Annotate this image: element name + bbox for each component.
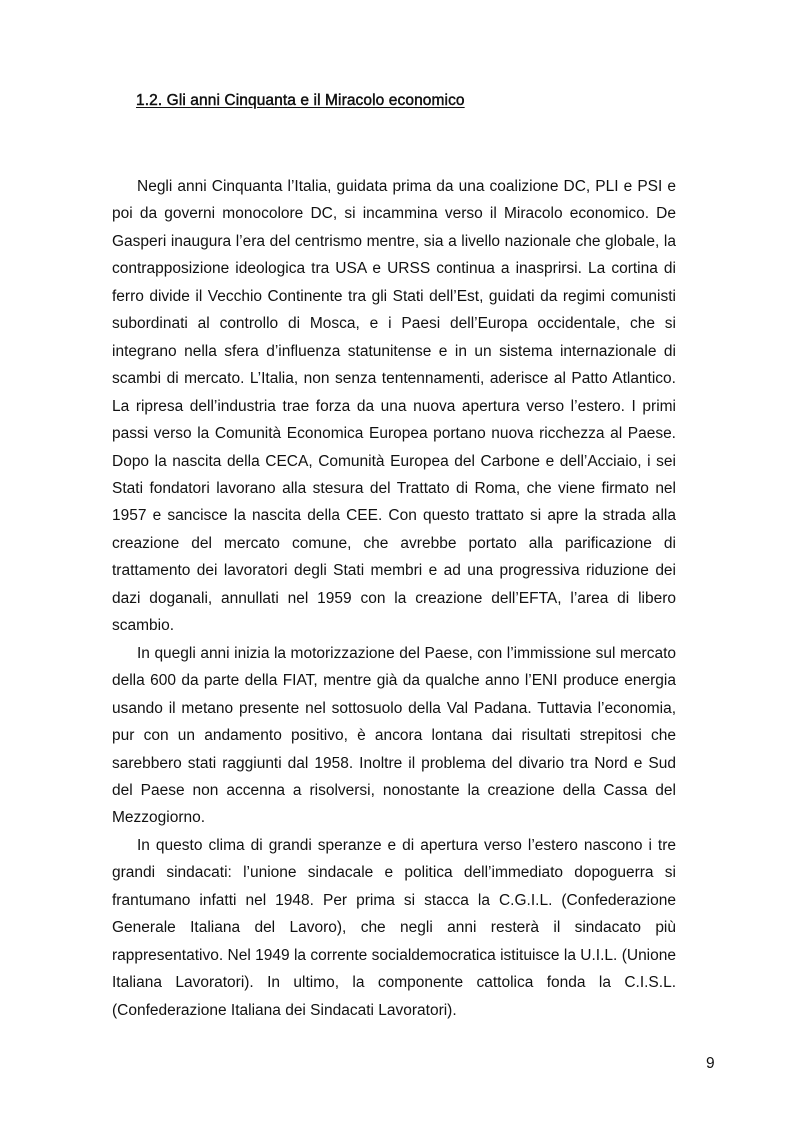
paragraph-1: Negli anni Cinquanta l’Italia, guidata prima da una coalizione DC, PLI e PSI e poi da governi monocolore DC, si incammina verso il Miracolo economico. De Gasperi inaugura l’era del centrismo mentre, sia a livello nazionale che globale, la contrapposizione ideologica tra USA e URSS continua a inasprirsi. La cortina di ferro divide il Vecchio Continente tra gli Stati dell’Est, guidati da regimi comunisti subordinati al controllo di Mosca, e i Paesi dell’Europa occidentale, che si integrano nella sfera d’influenza statunitense e in un sistema internazionale di scambi di mercato. L’Italia, non senza tentennamenti, aderisce al Patto Atlantico. La ripresa dell’industria trae forza da una nuova apertura verso l’estero. I primi passi verso la Comunità Economica Europea portano nuova ricchezza al Paese. Dopo la nascita della CECA, Comunità Europea del Carbone e dell’Acciaio, i sei Stati fondatori lavorano alla stesura del Trattato di Roma, che viene firmato nel 1957 e sancisce la nascita della CEE. Con questo trattato si apre la strada alla creazione del mercato comune, che avrebbe portato alla parificazione di trattamento dei lavoratori degli Stati membri e ad una progressiva riduzione dei dazi doganali, annullati nel 1959 con la creazione dell’EFTA, l’area di libero scambio.: [112, 178, 676, 635]
paragraph-3: In questo clima di grandi speranze e di apertura verso l’estero nascono i tre grandi sindacati: l’unione sindacale e politica dell’immediato dopoguerra si frantumano infatti nel 1948. Per prima si stacca la C.G.I.L. (Confederazione Generale Italiana del Lavoro), che negli anni resterà il sindacato più rappresentativo. Nel 1949 la corrente socialdemocratica istituisce la U.I.L. (Unione Italiana Lavoratori). In ultimo, la componente cattolica fonda la C.I.S.L. (Confederazione Italiana dei Sindacati Lavoratori).: [112, 836, 676, 1019]
paragraph-2: In quegli anni inizia la motorizzazione del Paese, con l’immissione sul mercato della 600 da parte della FIAT, mentre già da qualche anno l’ENI produce energia usando il metano presente nel sottosuolo della Val Padana. Tuttavia l’economia, pur con un andamento positivo, è ancora lontana dai risultati strepitosi che sarebbero stati raggiunti dal 1958. Inoltre il problema del divario tra Nord e Sud del Paese non accenna a risolversi, nonostante la creazione della Cassa del Mezzogiorno.: [112, 644, 676, 827]
body-text: [112, 173, 676, 1024]
section-heading: 1.2. Gli anni Cinquanta e il Miracolo economico: [136, 92, 465, 109]
page-number: 9: [706, 1055, 715, 1072]
